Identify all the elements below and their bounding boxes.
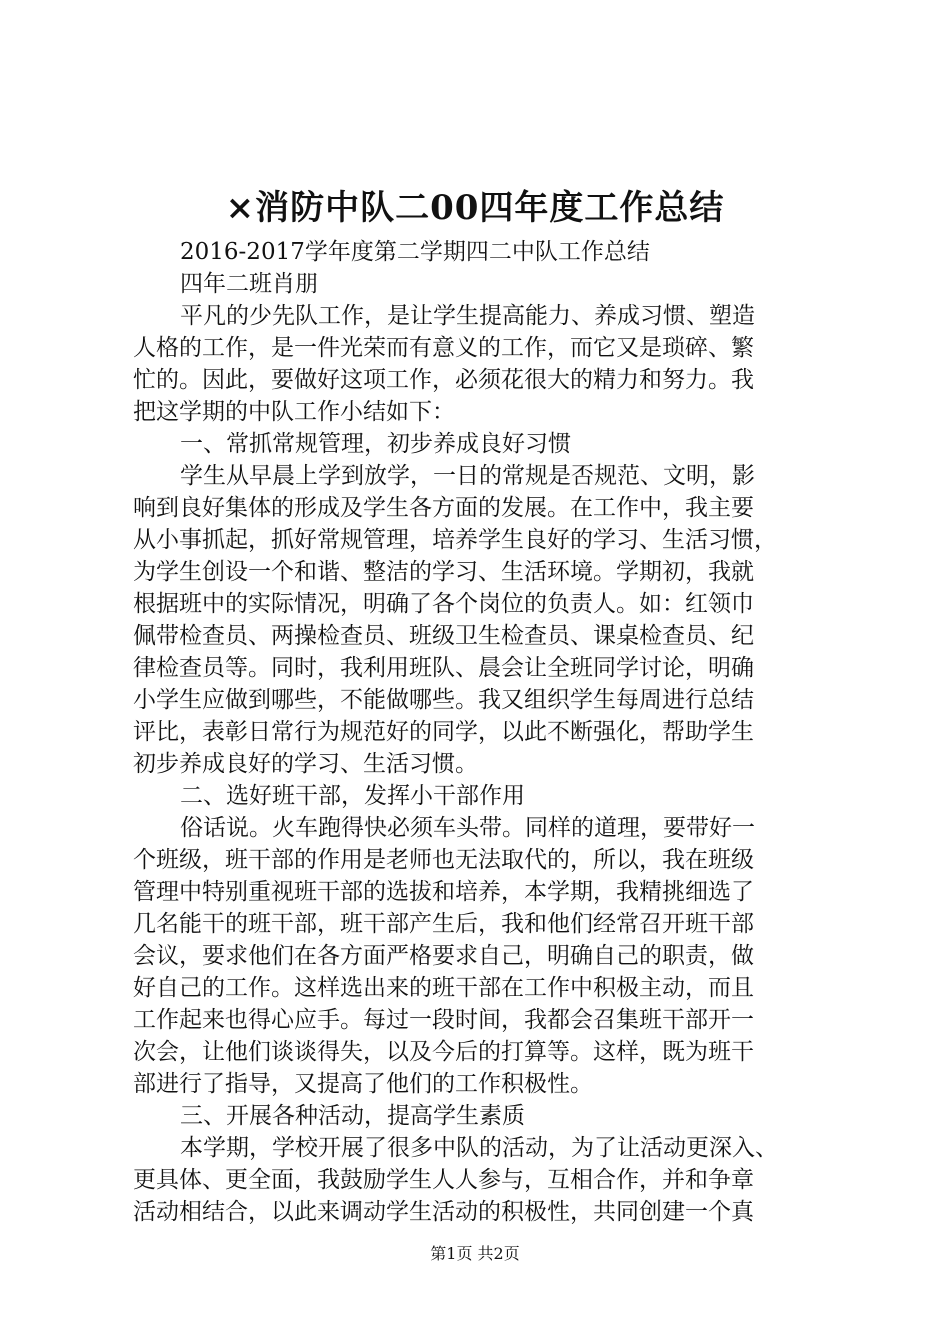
text-line: 会议，要求他们在各方面严格要求自己，明确自己的职责，做	[133, 943, 754, 969]
text-line: 平凡的少先队工作，是让学生提高能力、养成习惯、塑造	[180, 303, 755, 329]
text-line: 工作起来也得心应手。每过一段时间，我都会召集班干部开一	[133, 1007, 754, 1033]
text-line: 三、开展各种活动，提高学生素质	[180, 1103, 525, 1129]
text-line: 次会，让他们谈谈得失，以及今后的打算等。这样，既为班干	[133, 1039, 754, 1065]
text-line: 二、选好班干部，发挥小干部作用	[180, 783, 525, 809]
text-line: 人格的工作，是一件光荣而有意义的工作，而它又是琐碎、繁	[133, 335, 754, 361]
text-line: 俗话说。火车跑得快必须车头带。同样的道理，要带好一	[180, 815, 755, 841]
text-line: 忙的。因此，要做好这项工作，必须花很大的精力和努力。我	[133, 367, 754, 393]
page-footer: 第1页 共2页	[430, 1244, 520, 1263]
text-line: 律检查员等。同时，我利用班队、晨会让全班同学讨论，明确	[133, 655, 754, 681]
text-line: 个班级，班干部的作用是老师也无法取代的，所以，我在班级	[133, 847, 754, 873]
text-line: 更具体、更全面，我鼓励学生人人参与，互相合作，并和争章	[133, 1167, 754, 1193]
text-line: 响到良好集体的形成及学生各方面的发展。在工作中，我主要	[133, 495, 754, 521]
text-line: 部进行了指导，又提高了他们的工作积极性。	[133, 1071, 593, 1097]
text-line: 管理中特别重视班干部的选拔和培养，本学期，我精挑细选了	[133, 879, 754, 905]
text-line: 好自己的工作。这样选出来的班干部在工作中积极主动，而且	[133, 975, 754, 1001]
text-line: 活动相结合，以此来调动学生活动的积极性，共同创建一个真	[133, 1199, 754, 1225]
text-line: 一、常抓常规管理，初步养成良好习惯	[180, 431, 571, 457]
text-line: 为学生创设一个和谐、整洁的学习、生活环境。学期初，我就	[133, 559, 754, 585]
text-line: 把这学期的中队工作小结如下：	[133, 399, 455, 425]
document-body	[133, 236, 853, 1228]
text-line: 本学期，学校开展了很多中队的活动，为了让活动更深入、	[180, 1135, 778, 1161]
text-line: 学生从早晨上学到放学，一日的常规是否规范、文明，影	[180, 463, 755, 489]
document-title: ×消防中队二00四年度工作总结	[225, 188, 725, 228]
text-line: 佩带检查员、两操检查员、班级卫生检查员、课桌检查员、纪	[133, 623, 754, 649]
text-line: 四年二班肖朋	[180, 271, 318, 297]
text-line: 小学生应做到哪些，不能做哪些。我又组织学生每周进行总结	[133, 687, 754, 713]
text-line: 几名能干的班干部，班干部产生后，我和他们经常召开班干部	[133, 911, 754, 937]
text-line: 2016-2017学年度第二学期四二中队工作总结	[180, 239, 650, 265]
text-line: 评比，表彰日常行为规范好的同学，以此不断强化，帮助学生	[133, 719, 754, 745]
text-line: 从小事抓起，抓好常规管理，培养学生良好的学习、生活习惯，	[133, 527, 777, 553]
text-line: 初步养成良好的学习、生活习惯。	[133, 751, 478, 777]
text-line: 根据班中的实际情况，明确了各个岗位的负责人。如：红领巾	[133, 591, 754, 617]
